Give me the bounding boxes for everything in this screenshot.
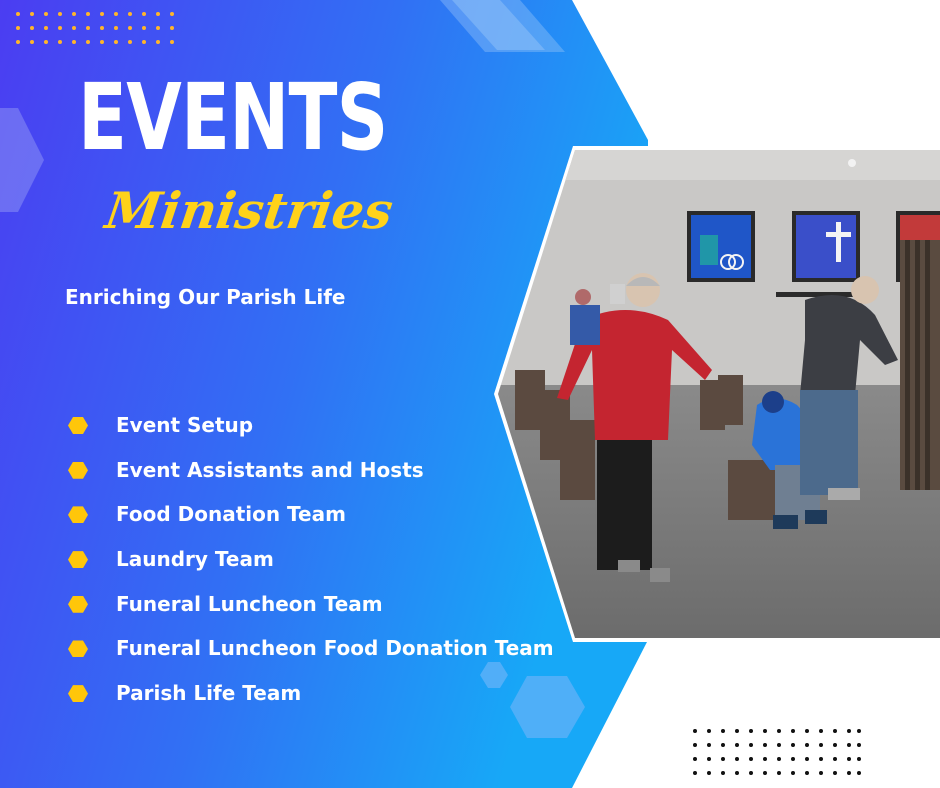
list-item [64, 542, 554, 587]
hexagon-bullet-icon [68, 417, 88, 434]
list-item-label: Food Donation Team [116, 502, 346, 527]
hexagon-bullet-icon [68, 640, 88, 657]
hexagon-bullet-icon [68, 506, 88, 523]
hexagon-bullet-icon [68, 596, 88, 613]
tagline: Enriching Our Parish Life [65, 285, 346, 309]
list-item-label: Funeral Luncheon Food Donation Team [116, 636, 554, 661]
list-item-label: Event Setup [116, 413, 254, 437]
hexagon-bullet-icon [68, 462, 88, 479]
list-item [64, 453, 554, 498]
hexagon-bullet-icon [68, 551, 88, 568]
list-item-label: Funeral Luncheon Team [116, 591, 383, 616]
page-subtitle: Ministries [101, 181, 397, 240]
list-item [64, 676, 554, 721]
ministry-list [64, 408, 554, 721]
page-title: EVENTS [78, 64, 388, 171]
list-item [64, 497, 554, 542]
list-item-label: Event Assistants and Hosts [116, 457, 424, 482]
list-item-label: Parish Life Team [116, 681, 302, 706]
list-item [64, 408, 554, 453]
list-item-label: Laundry Team [116, 547, 274, 572]
hexagon-bullet-icon [68, 685, 88, 702]
list-item [64, 631, 554, 676]
dot-grid-bottom-right [690, 725, 865, 785]
list-item [64, 587, 554, 632]
